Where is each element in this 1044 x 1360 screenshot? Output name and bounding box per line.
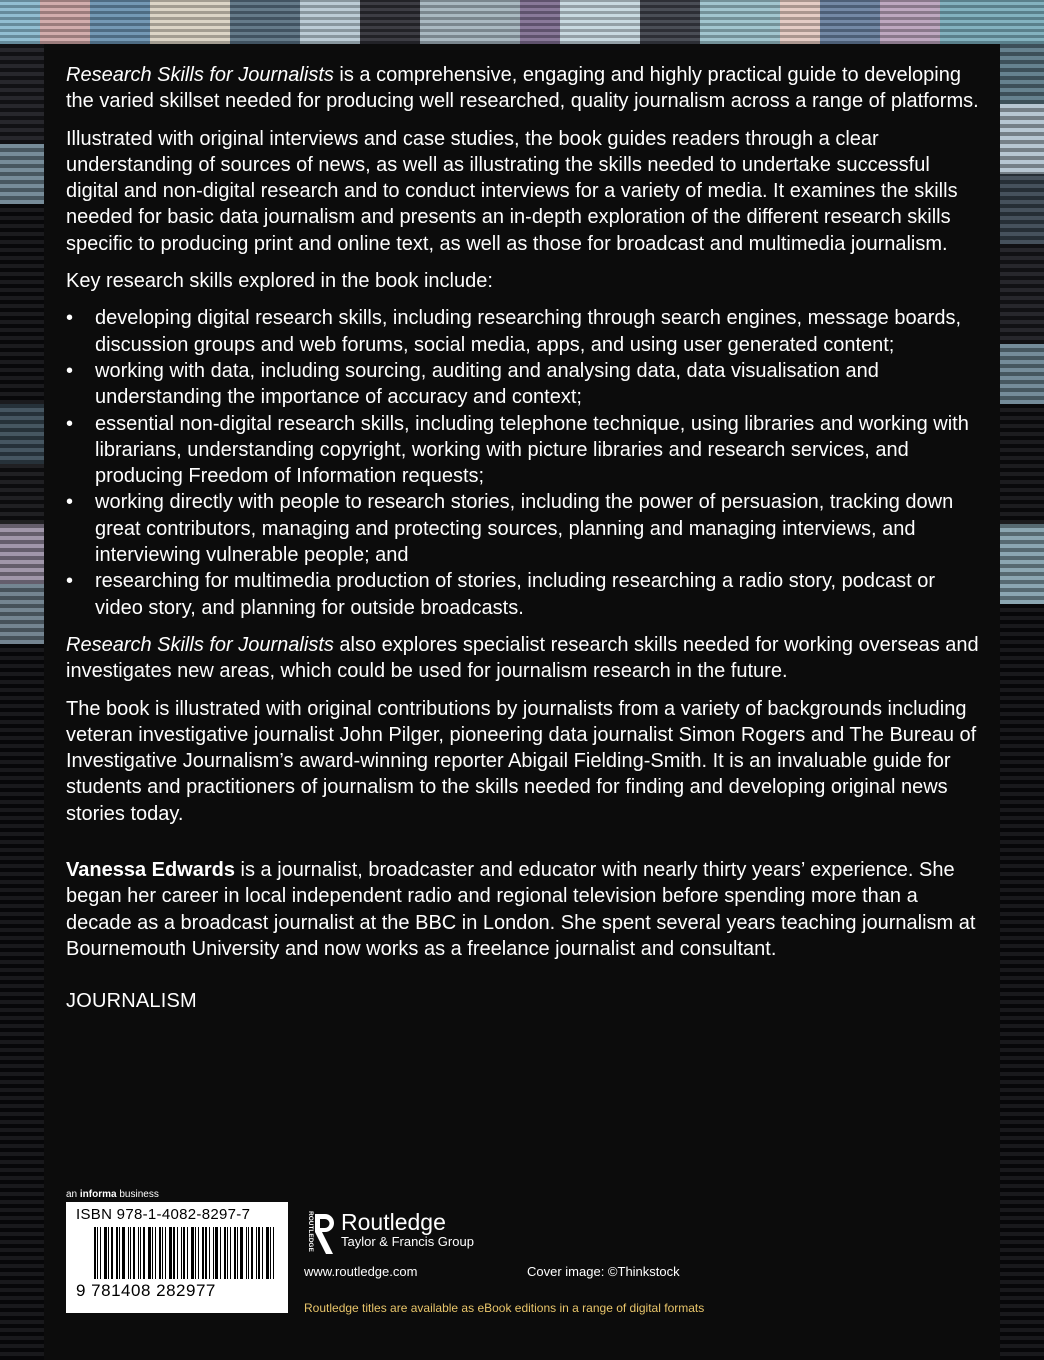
list-item: • developing digital research skills, including researching through search engines, message boards, discussion groups and web forums, social media, apps, and using user generated content; — [66, 307, 962, 356]
glitch-background-top — [0, 0, 1044, 44]
barcode-bar — [224, 1227, 226, 1279]
bullet-icon: • — [66, 359, 74, 382]
barcode-bar — [209, 1227, 210, 1279]
barcode-bar — [104, 1227, 107, 1279]
barcode-bar — [191, 1227, 194, 1279]
cover-credit: Cover image: ©Thinkstock — [527, 1264, 680, 1279]
bullet-icon: • — [66, 491, 74, 514]
author-bio: Vanessa Edwards is a journalist, broadcaster and educator with nearly thirty years’ experience. She began her career in local independent radio and regional television before spending more than a decade as a broadcast journalist at the BBC in London. She spent several years teaching journalism at Bournemouth University and now works as a freelance journalist and consultant. — [66, 859, 976, 960]
isbn-number: ISBN 978-1-4082-8297-7 — [76, 1206, 251, 1223]
barcode-bar — [177, 1227, 178, 1279]
barcode-bar — [116, 1227, 118, 1279]
barcode-bar — [256, 1227, 257, 1279]
barcode-bar — [128, 1227, 129, 1279]
barcode-bar — [266, 1227, 269, 1279]
bullet-icon: • — [66, 412, 74, 435]
barcode-bar — [181, 1227, 182, 1279]
ebook-note: Routledge titles are available as eBook editions in a range of digital formats — [304, 1301, 705, 1315]
barcode-bar — [162, 1227, 163, 1279]
glitch-background-left — [0, 44, 44, 1360]
barcode-bar — [215, 1227, 218, 1279]
isbn-barcode — [66, 1202, 288, 1313]
barcode-bar — [246, 1227, 247, 1279]
routledge-r-icon — [303, 1210, 337, 1258]
routledge-logo — [303, 1210, 474, 1258]
svg-text:ROUTLEDGE: ROUTLEDGE — [307, 1211, 314, 1252]
barcode-bar — [220, 1227, 221, 1279]
barcode-bar — [94, 1227, 96, 1279]
publisher-group: Taylor & Francis Group — [341, 1234, 474, 1249]
barcode-bar — [237, 1227, 238, 1279]
list-item: • researching for multimedia production of stories, including researching a radio story, podcast or video story, and planning for outside broadcasts. — [66, 570, 936, 619]
barcode-bar — [100, 1227, 101, 1279]
barcode-bar — [122, 1227, 125, 1279]
barcode-bar — [195, 1227, 196, 1279]
key-skills-list — [66, 305, 984, 621]
barcode-bar — [138, 1227, 139, 1279]
barcode-bar — [230, 1227, 231, 1279]
barcode-number: 9 781408 282977 — [76, 1281, 216, 1300]
barcode-bar — [173, 1227, 175, 1279]
subject-category: JOURNALISM — [66, 990, 197, 1013]
informa-tagline: an informa business — [66, 1189, 159, 1200]
book-title-italic: Research Skills for Journalists — [66, 633, 334, 656]
barcode-bar — [148, 1227, 151, 1279]
barcode-bar — [159, 1227, 161, 1279]
barcode-bar — [133, 1227, 135, 1279]
specialist-paragraph: Research Skills for Journalists also explores specialist research skills needed for working overseas and investigates new areas, which could be used for journalism research in the future. — [66, 633, 979, 683]
barcode-bar — [152, 1227, 153, 1279]
barcode-bar — [130, 1227, 131, 1279]
intro-paragraph: Research Skills for Journalists is a comprehensive, engaging and highly practical guide to developing the varied skillset needed for producing well researched, quality journalism across a range of platforms. — [66, 64, 979, 113]
barcode-bar — [262, 1227, 263, 1279]
overview-paragraph: Illustrated with original interviews and case studies, the book guides readers through a clear understanding of sources of news, as well as illustrating the skills needed to undertake successful digital and non-digital research and to conduct interviews for a variety of media. It examines the skills needed for basic data journalism and presents an in-depth exploration of the different research skills specific to producing print and online text, as well as those for broadcast and multimedia journalism. — [66, 127, 958, 255]
barcode-bar — [97, 1227, 98, 1279]
barcode-bars — [94, 1227, 278, 1279]
publisher-name: Routledge — [341, 1209, 446, 1235]
barcode-bar — [270, 1227, 271, 1279]
contributors-paragraph: The book is illustrated with original contributions by journalists from a variety of backgrounds including veteran investigative journalist John Pilger, pioneering data journalist Simon Rogers and The Bureau of Investigative Journalism’s award-winning reporter Abigail Fielding-Smith. It is an invaluable guide for students and practitioners of journalism to the skills needed for finding and developing original news stories today. — [66, 697, 977, 825]
barcode-bar — [227, 1227, 228, 1279]
barcode-bar — [198, 1227, 199, 1279]
barcode-bar — [187, 1227, 188, 1279]
barcode-bar — [248, 1227, 249, 1279]
barcode-bar — [258, 1227, 260, 1279]
barcode-bar — [251, 1227, 253, 1279]
book-title-italic: Research Skills for Journalists — [66, 64, 334, 86]
glitch-background-right — [1000, 44, 1044, 1360]
barcode-bar — [155, 1227, 156, 1279]
barcode-bar — [273, 1227, 274, 1279]
list-item: • working with data, including sourcing, auditing and analysing data, data visualisation and understanding the importance of accuracy and context; — [66, 359, 879, 409]
barcode-bar — [119, 1227, 120, 1279]
barcode-bar — [140, 1227, 141, 1279]
barcode-bar — [111, 1227, 113, 1279]
barcode-bar — [213, 1227, 214, 1279]
bullet-icon: • — [66, 570, 74, 593]
barcode-bar — [108, 1227, 109, 1279]
publisher-website[interactable]: www.routledge.com — [304, 1264, 418, 1279]
list-item: • working directly with people to research stories, including the power of persuasion, tracking down great contributors, managing and protecting sources, planning and managing interviews, and interviewing vulnerable people; and — [66, 491, 954, 567]
barcode-bar — [169, 1227, 172, 1279]
list-item: • essential non-digital research skills, including telephone technique, using libraries and working with librarians, understanding copyright, working with picture libraries and research services, and producing Freedom of Information requests; — [66, 412, 969, 488]
bullet-icon: • — [66, 307, 74, 330]
author-name: Vanessa Edwards — [66, 859, 235, 882]
key-skills-heading: Key research skills explored in the book include: — [66, 270, 493, 293]
barcode-bar — [165, 1227, 166, 1279]
barcode-bar — [183, 1227, 185, 1279]
barcode-bar — [202, 1227, 204, 1279]
barcode-bar — [240, 1227, 243, 1279]
barcode-bar — [234, 1227, 236, 1279]
back-cover-text — [66, 62, 984, 1026]
barcode-bar — [205, 1227, 207, 1279]
barcode-bar — [143, 1227, 145, 1279]
